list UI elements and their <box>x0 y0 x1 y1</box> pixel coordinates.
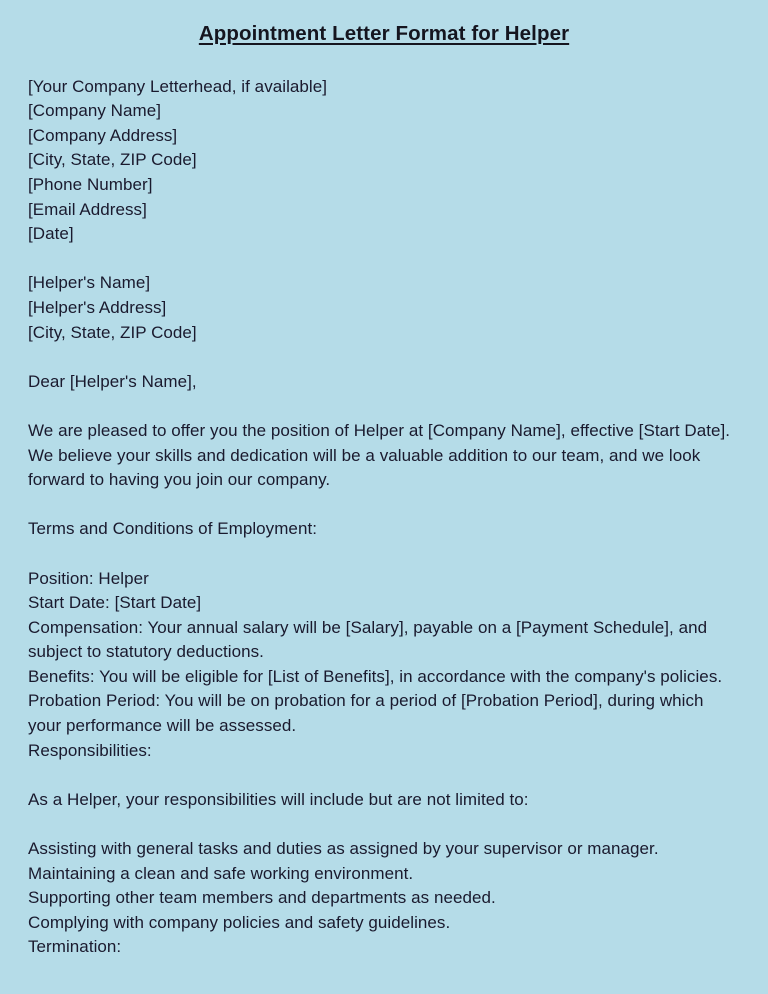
block-spacer <box>28 493 740 518</box>
letterhead-line: [City, State, ZIP Code] <box>28 150 197 170</box>
letterhead-line: [Company Address] <box>28 125 178 145</box>
block-spacer <box>28 394 740 419</box>
terms-block <box>28 567 740 764</box>
responsibilities-block <box>28 837 740 960</box>
responsibility-item: Supporting other team members and departments as needed. <box>28 888 496 908</box>
document-body <box>0 75 768 960</box>
letterhead-line: [Your Company Letterhead, if available] <box>28 76 328 96</box>
letterhead-line: [Date] <box>28 224 74 244</box>
salutation: Dear [Helper's Name], <box>28 371 197 391</box>
block-spacer <box>28 247 740 272</box>
letterhead-line: [Email Address] <box>28 199 147 219</box>
terms-line-start-date: Start Date: [Start Date] <box>28 593 202 613</box>
terms-line-compensation: Compensation: Your annual salary will be [Salary], payable on a [Payment Schedule], and subject to statutory deductions. <box>28 617 708 662</box>
block-spacer <box>28 542 740 567</box>
block-spacer <box>28 763 740 788</box>
letterhead-line: [Company Name] <box>28 101 161 121</box>
recipient-line: [Helper's Name] <box>28 273 151 293</box>
responsibilities-intro: As a Helper, your responsibilities will include but are not limited to: <box>28 789 529 809</box>
letterhead-block <box>28 75 740 247</box>
termination-heading: Termination: <box>28 937 122 957</box>
block-spacer <box>28 812 740 837</box>
recipient-block <box>28 271 740 345</box>
terms-line-position: Position: Helper <box>28 568 149 588</box>
letterhead-line: [Phone Number] <box>28 175 153 194</box>
recipient-line: [Helper's Address] <box>28 297 167 317</box>
recipient-line: [City, State, ZIP Code] <box>28 322 197 342</box>
title-spacer <box>0 47 768 75</box>
responsibility-item: Assisting with general tasks and duties as assigned by your supervisor or manager. <box>28 839 659 859</box>
terms-line-benefits: Benefits: You will be eligible for [List of Benefits], in accordance with the company's policies. <box>28 666 723 686</box>
responsibility-item: Maintaining a clean and safe working environment. <box>28 863 414 883</box>
terms-line-probation: Probation Period: You will be on probation for a period of [Probation Period], during which your performance will be assessed. <box>28 691 704 736</box>
page-title <box>0 0 768 47</box>
terms-heading: Terms and Conditions of Employment: <box>28 519 317 539</box>
responsibility-item: Complying with company policies and safety guidelines. <box>28 912 451 932</box>
page-title-text: Appointment Letter Format for Helper <box>198 22 570 45</box>
opening-paragraph: We are pleased to offer you the position of Helper at [Company Name], effective [Start Date]. We believe your skills and dedication will be a valuable addition to our team, and we look forward to having you join our company. <box>28 420 731 490</box>
block-spacer <box>28 345 740 370</box>
terms-line-responsibilities: Responsibilities: <box>28 740 152 760</box>
